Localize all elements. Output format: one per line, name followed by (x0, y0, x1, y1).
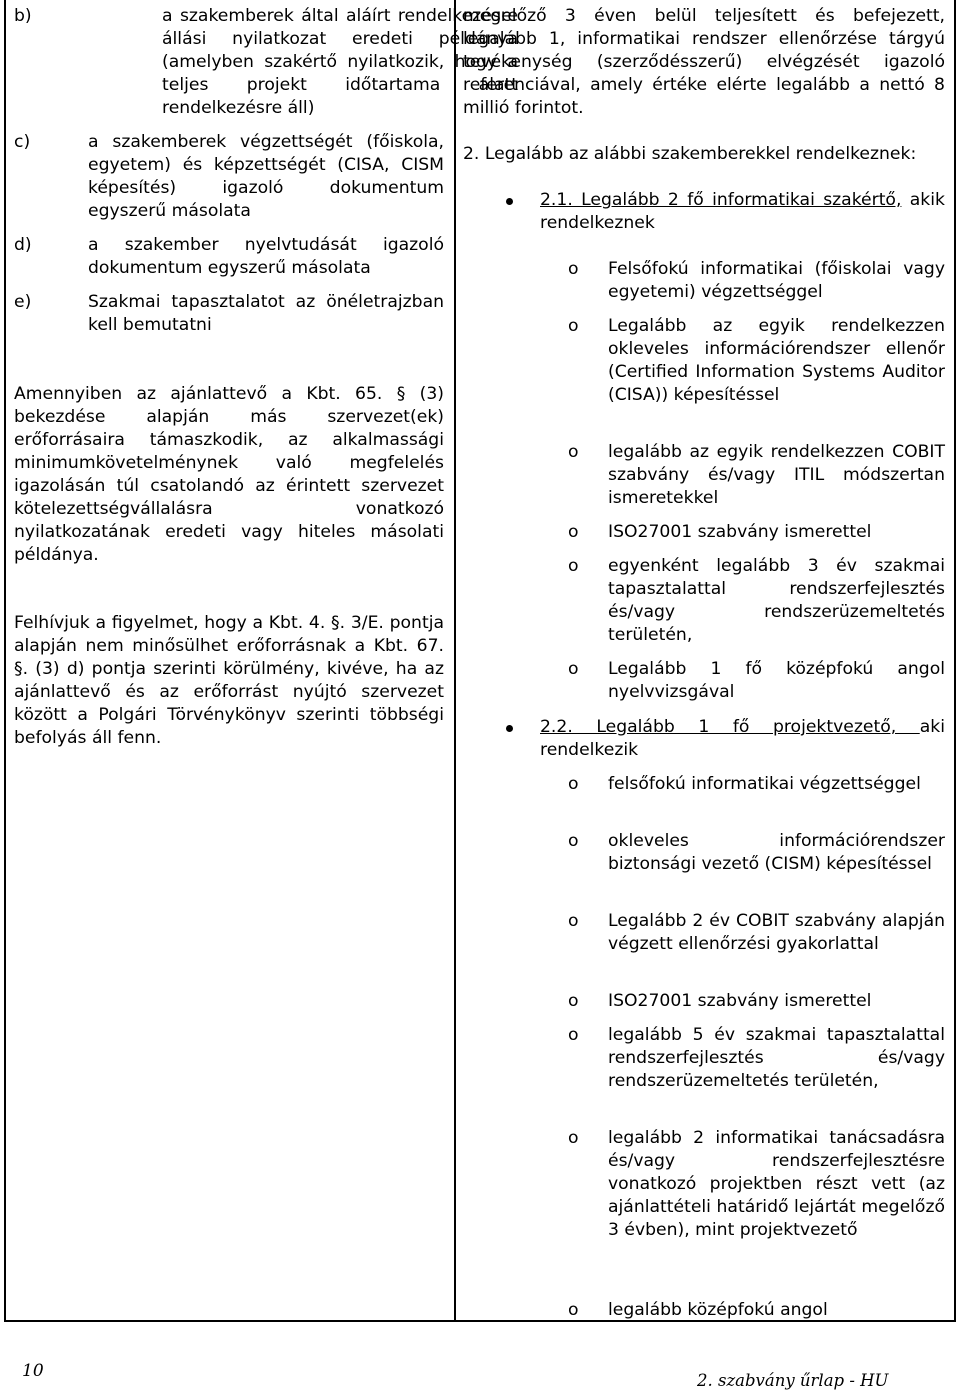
item-c-text: a szakemberek végzettségét (főiskola, egyetem) és képzettségét (CISA, CISM képesítés) igazoló dokumentum egyszerű másolata (88, 132, 444, 221)
list-item-text: legalább 2 informatikai tanácsadásra és/vagy rendszerfejlesztésre vonatkozó projektben részt vett (az ajánlattételi határidő lejártát megelőző 3 évben), mint projektvezető (608, 1128, 945, 1240)
item-e (14, 291, 444, 337)
item-e-text: Szakmai tapasztalatot az önéletrajzban kell bemutatni (88, 292, 444, 335)
list-item-text: legalább az egyik rendelkezzen COBIT szabvány és/vagy ITIL módszertan ismeretekkel (608, 442, 945, 508)
item-e-label: e) (14, 292, 32, 312)
list-item (463, 773, 945, 796)
sub-bullet-marker: o (568, 774, 579, 794)
item-c-label: c) (14, 132, 31, 152)
sub-bullet-marker: o (568, 1300, 579, 1320)
list-item (463, 521, 945, 544)
sub-bullet-marker: o (568, 1128, 579, 1148)
sub-bullet-marker: o (568, 991, 579, 1011)
page-number: 10 (22, 1361, 44, 1381)
list-item (463, 830, 945, 876)
expert-requirement-title: 2.1. Legalább 2 fő informatikai szakértő, (540, 190, 902, 210)
list-item-text: legalább 5 év szakmai tapasztalattal rendszerfejlesztés és/vagy rendszerüzemeltetés területén, (608, 1025, 945, 1091)
resource-paragraph: Amennyiben az ajánlattevő a Kbt. 65. § (3) bekezdése alapján más szervezet(ek) erőforrásaira támaszkodik, az alkalmassági minimumkövetelménynek való megfelelés igazolásán túl csatolandó az érintett szervezet kötelezettségvállalásra vonatkozó nyilatkozatának eredeti vagy hiteles másolati példánya. (14, 384, 444, 565)
list-item-text: Felsőfokú informatikai (főiskolai vagy egyetemi) végzettséggel (608, 259, 945, 302)
list-item (463, 315, 945, 407)
list-item (463, 990, 945, 1013)
list-item-text: ISO27001 szabvány ismerettel (608, 991, 872, 1011)
sub-bullet-marker: o (568, 911, 579, 931)
pm-requirement-title: 2.2. Legalább 1 fő projektvezető, (540, 717, 920, 737)
bullet-icon (506, 725, 513, 732)
list-item-text: legalább középfokú angol (608, 1300, 828, 1320)
list-item (463, 910, 945, 956)
section-2-heading: 2. Legalább az alábbi szakemberekkel rendelkeznek: (463, 144, 917, 164)
item-b (14, 5, 518, 120)
sub-bullet-marker: o (568, 259, 579, 279)
list-item-text: egyenként legalább 3 év szakmai tapasztalattal rendszerfejlesztés és/vagy rendszerüzemeltetés területén, (608, 556, 945, 645)
bullet-2-1 (463, 189, 945, 235)
expert-requirement-rest: akik rendelkeznek (540, 190, 945, 233)
sub-bullet-marker: o (568, 1025, 579, 1045)
sub-bullet-marker: o (568, 442, 579, 462)
list-item (463, 555, 945, 647)
item-d (14, 234, 444, 280)
pm-requirement-rest: aki rendelkezik (540, 717, 945, 760)
list-item-text: ISO27001 szabvány ismerettel (608, 522, 872, 542)
form-label: 2. szabvány űrlap - HU (697, 1371, 889, 1390)
list-item (463, 441, 945, 510)
list-item (463, 1024, 945, 1093)
list-item-text: Legalább az egyik rendelkezzen okleveles információrendszer ellenőr (Certified Information Systems Auditor (CISA)) képesítéssel (608, 316, 945, 405)
sub-bullet-marker: o (568, 316, 579, 336)
list-item-text: okleveles információrendszer biztonsági vezető (CISM) képesítéssel (608, 831, 945, 874)
sub-bullet-marker: o (568, 522, 579, 542)
item-d-text: a szakember nyelvtudását igazoló dokumentum egyszerű másolata (88, 235, 444, 278)
list-item (463, 658, 945, 704)
bullet-2-2 (463, 716, 945, 762)
list-item-text: Legalább 1 fő középfokú angol nyelvvizsgával (608, 659, 945, 702)
sub-bullet-marker: o (568, 831, 579, 851)
notice-paragraph: Felhívjuk a figyelmet, hogy a Kbt. 4. §. 3/E. pontja alapján nem minősülhet erőforrásnak a Kbt. 67. §. (3) d) pontja szerinti körülmény, kivéve, ha az ajánlattevő és az erőforrást nyújtó szervezet között a Polgári Törvénykönyv szerinti többségi befolyás áll fenn. (14, 613, 444, 748)
item-b-label: b) (14, 6, 32, 26)
item-b-text: a szakemberek által aláírt rendelkezésre állási nyilatkozat eredeti példánya (amelyben szakértő nyilatkozik, hogy a teljes projekt időtartama alatt rendelkezésre áll) (162, 6, 518, 118)
list-item-text: Legalább 2 év COBIT szabvány alapján végzett ellenőrzési gyakorlattal (608, 911, 945, 954)
sub-bullet-marker: o (568, 556, 579, 576)
item-c (14, 131, 444, 223)
item-d-label: d) (14, 235, 32, 255)
list-item-text: felsőfokú informatikai végzettséggel (608, 774, 921, 794)
sub-bullet-marker: o (568, 659, 579, 679)
list-item (463, 1127, 945, 1242)
list-item (463, 1299, 945, 1322)
list-item (463, 258, 945, 304)
bullet-icon (506, 198, 513, 205)
reference-paragraph: megelőző 3 éven belül teljesített és befejezett, legalább 1, informatikai rendszer ellenőrzése tárgyú tevékenység (szerződésszerű) elvégzését igazoló referenciával, amely értéke elérte legalább a nettó 8 millió forintot. (463, 6, 945, 118)
column-divider (454, 0, 456, 1322)
